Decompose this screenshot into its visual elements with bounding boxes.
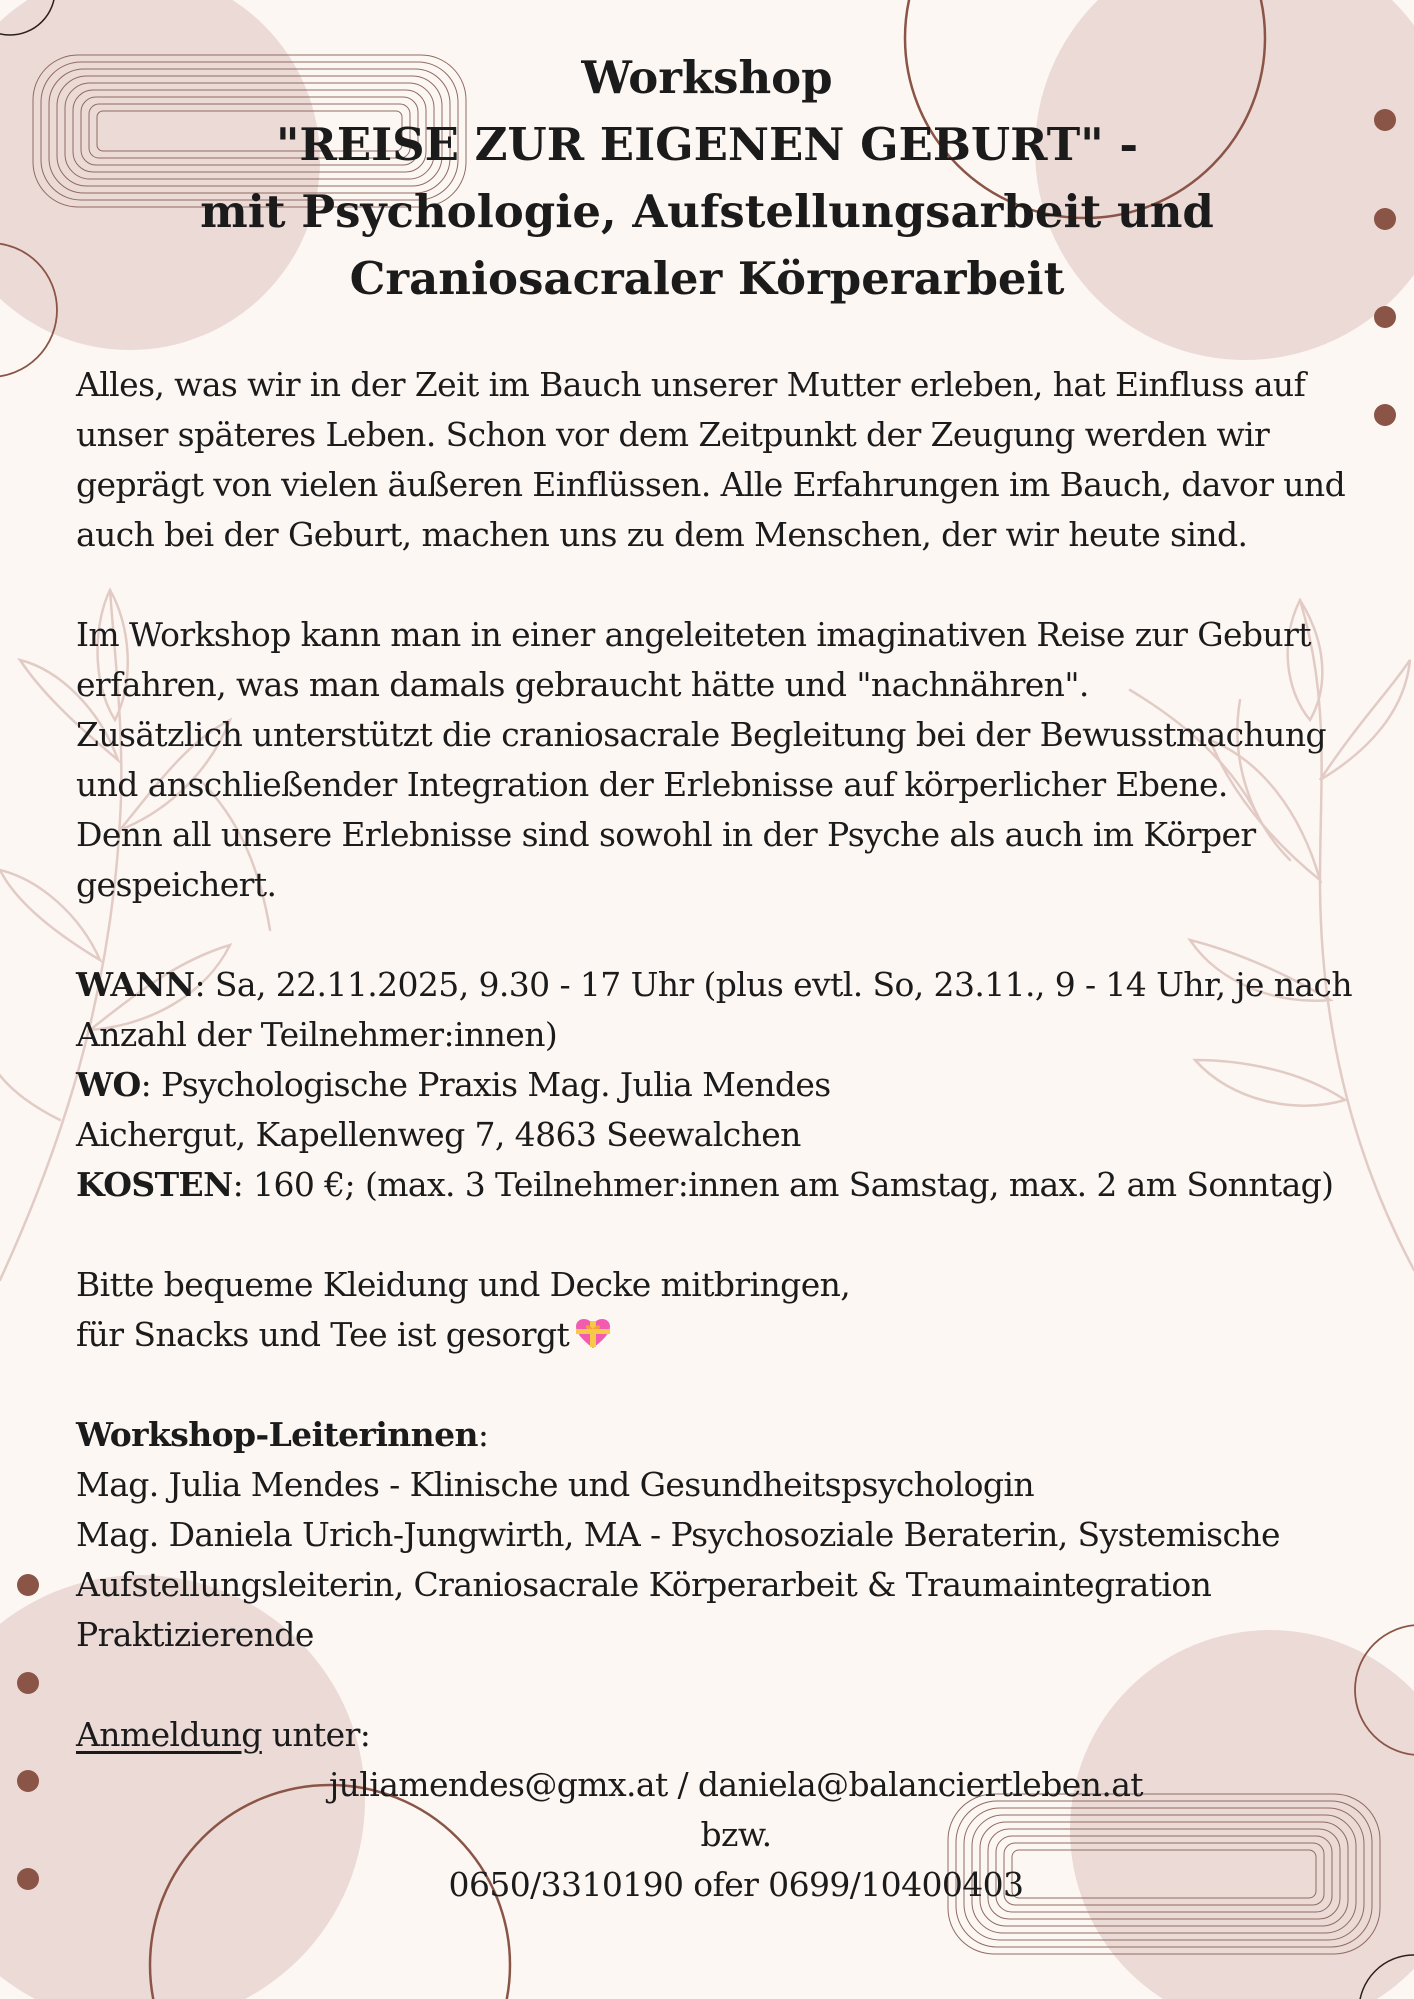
snacks-text: für Snacks und Tee ist gesorgt bbox=[76, 1315, 570, 1354]
intro-line: Denn all unsere Erlebnisse sind sowohl in der Psyche als auch im Körper bbox=[76, 815, 1256, 854]
intro-line: erfahren, was man damals gebraucht hätte und "nachnähren". bbox=[76, 665, 1089, 704]
registration-label-rest: unter: bbox=[261, 1715, 371, 1754]
registration-heading bbox=[76, 1710, 1376, 1760]
when-value: : Sa, 22.11.2025, 9.30 - 17 Uhr (plus evtl. So, 23.11., 9 - 14 Uhr, je nach bbox=[194, 965, 1353, 1004]
cost-value: : 160 €; (max. 3 Teilnehmer:innen am Samstag, max. 2 am Sonntag) bbox=[232, 1165, 1334, 1204]
intro-line: und anschließender Integration der Erlebnisse auf körperlicher Ebene. bbox=[76, 765, 1228, 804]
when-line bbox=[76, 960, 1376, 1010]
bring-line bbox=[76, 1310, 1376, 1360]
leader-line: Praktizierende bbox=[76, 1615, 314, 1654]
title-line: Workshop bbox=[581, 51, 833, 104]
leaders-heading bbox=[76, 1410, 1376, 1460]
leader-line: Aufstellungsleiterin, Craniosacrale Körperarbeit & Traumaintegration bbox=[76, 1565, 1212, 1604]
intro-line: auch bei der Geburt, machen uns zu dem Menschen, der wir heute sind. bbox=[76, 515, 1248, 554]
intro-line: geprägt von vielen äußeren Einflüssen. Alle Erfahrungen im Bauch, davor und bbox=[76, 465, 1346, 504]
where-value: : Psychologische Praxis Mag. Julia Mendes bbox=[140, 1065, 831, 1104]
cost-line bbox=[76, 1160, 1376, 1210]
title-line: mit Psychologie, Aufstellungsarbeit und bbox=[200, 185, 1214, 238]
registration-phones[interactable]: 0650/3310190 ofer 0699/10400403 bbox=[448, 1865, 1024, 1904]
leaders-colon: : bbox=[477, 1415, 489, 1454]
page-title bbox=[157, 44, 1257, 312]
leader-line: Mag. Daniela Urich-Jungwirth, MA - Psychosoziale Beraterin, Systemische bbox=[76, 1515, 1280, 1554]
leaders-label: Workshop-Leiterinnen bbox=[76, 1415, 478, 1454]
intro-line: Im Workshop kann man in einer angeleiteten imaginativen Reise zur Geburt bbox=[76, 615, 1311, 654]
heart-with-ribbon-icon bbox=[575, 1314, 611, 1346]
where-line-2: Aichergut, Kapellenweg 7, 4863 Seewalchen bbox=[76, 1115, 801, 1154]
leader-line: Mag. Julia Mendes - Klinische und Gesundheitspsychologin bbox=[76, 1465, 1035, 1504]
intro-line: Alles, was wir in der Zeit im Bauch unserer Mutter erleben, hat Einfluss auf bbox=[76, 365, 1306, 404]
registration-emails[interactable]: juliamendes@gmx.at / daniela@balanciertleben.at bbox=[329, 1765, 1143, 1804]
intro-line: Zusätzlich unterstützt die craniosacrale Begleitung bei der Bewusstmachung bbox=[76, 715, 1326, 754]
title-line: Craniosacraler Körperarbeit bbox=[349, 252, 1065, 305]
bring-line: Bitte bequeme Kleidung und Decke mitbringen, bbox=[76, 1265, 851, 1304]
where-line bbox=[76, 1060, 1376, 1110]
title-line: "REISE ZUR EIGENEN GEBURT" - bbox=[275, 118, 1138, 171]
when-line-2: Anzahl der Teilnehmer:innen) bbox=[76, 1015, 558, 1054]
cost-label: KOSTEN bbox=[76, 1165, 233, 1204]
where-label: WO bbox=[76, 1065, 141, 1104]
document-body bbox=[76, 360, 1376, 1910]
registration-label: Anmeldung bbox=[76, 1715, 262, 1754]
intro-line: gespeichert. bbox=[76, 865, 277, 904]
intro-line: unser späteres Leben. Schon vor dem Zeitpunkt der Zeugung werden wir bbox=[76, 415, 1270, 454]
registration-or: bzw. bbox=[700, 1815, 772, 1854]
when-label: WANN bbox=[76, 965, 195, 1004]
